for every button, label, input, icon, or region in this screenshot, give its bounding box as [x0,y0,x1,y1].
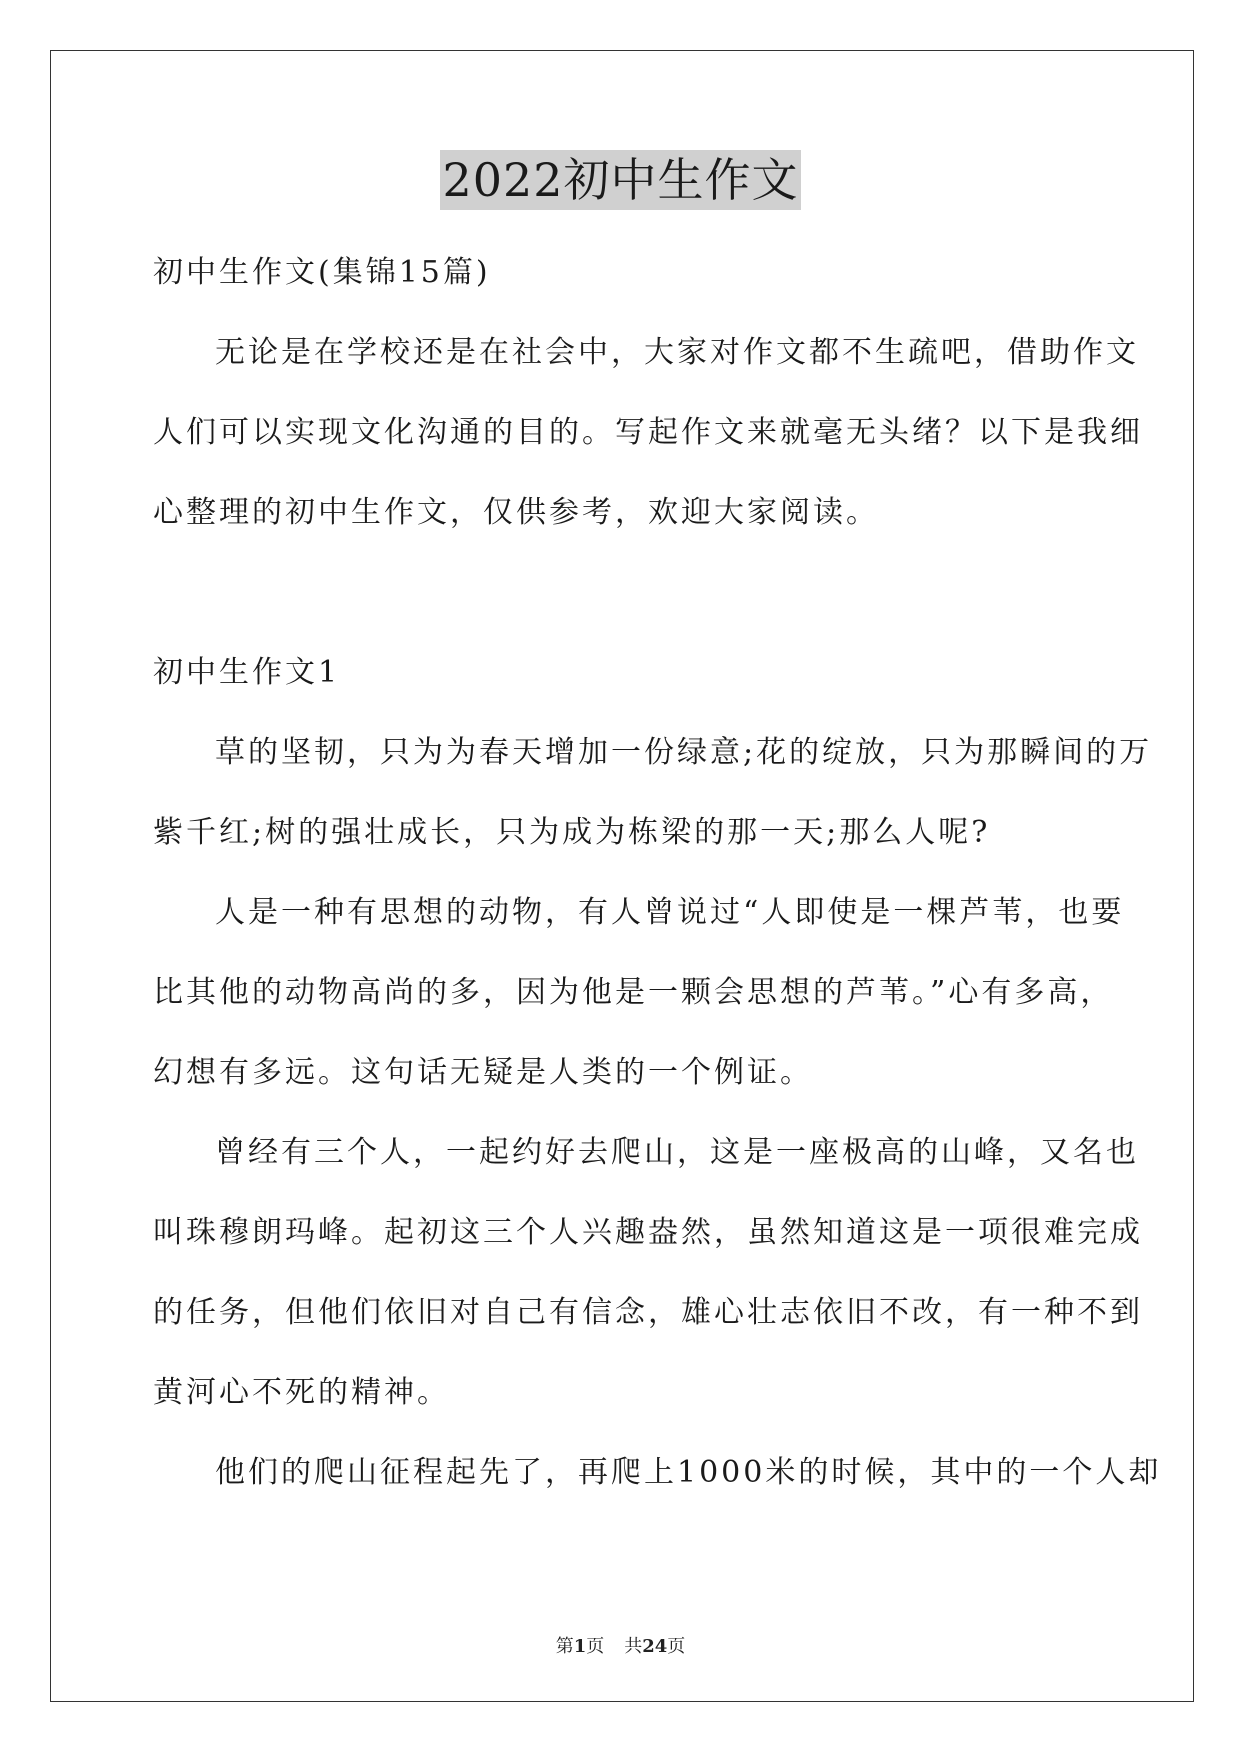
document-title: 2022初中生作文 [440,150,800,210]
page-suffix: 页 [586,1636,605,1657]
paragraph-line: 草的坚韧，只为为春天增加一份绿意;花的绽放，只为那瞬间的万 [215,735,1153,770]
paragraph-line: 的任务，但他们依旧对自己有信念，雄心壮志依旧不改，有一种不到 [153,1295,1143,1330]
paragraph-line: 黄河心不死的精神。 [153,1375,450,1410]
paragraph-line: 紫千红;树的强壮成长，只为成为栋梁的那一天;那么人呢? [153,815,991,850]
page-prefix: 第 [555,1636,574,1657]
page-total: 24 [642,1636,668,1657]
paragraph-line: 比其他的动物高尚的多，因为他是一颗会思想的芦苇。”心有多高， [153,975,1114,1010]
document-body [153,233,1162,1513]
essay-heading: 初中生作文1 [153,655,341,690]
intro-line: 心整理的初中生作文，仅供参考，欢迎大家阅读。 [153,495,879,530]
page-footer [0,1632,1241,1658]
paragraph-line: 曾经有三个人，一起约好去爬山，这是一座极高的山峰，又名也 [215,1135,1139,1170]
collection-title: 初中生作文(集锦15篇) [153,255,491,290]
intro-line: 无论是在学校还是在社会中，大家对作文都不生疏吧，借助作文 [215,335,1139,370]
paragraph-line: 他们的爬山征程起先了，再爬上1000米的时候，其中的一个人却 [215,1455,1162,1490]
total-suffix: 页 [667,1636,686,1657]
paragraph-line: 幻想有多远。这句话无疑是人类的一个例证。 [153,1055,813,1090]
paragraph-line: 人是一种有思想的动物，有人曾说过“人即使是一棵芦苇，也要 [215,895,1125,930]
section-spacer [153,553,1093,633]
page-number: 1 [573,1636,587,1657]
total-prefix: 共 [624,1636,643,1657]
intro-line: 人们可以实现文化沟通的目的。写起作文来就毫无头绪？以下是我细 [153,415,1143,450]
paragraph-line: 叫珠穆朗玛峰。起初这三个人兴趣盎然，虽然知道这是一项很难完成 [153,1215,1143,1250]
title-container [0,150,1241,210]
